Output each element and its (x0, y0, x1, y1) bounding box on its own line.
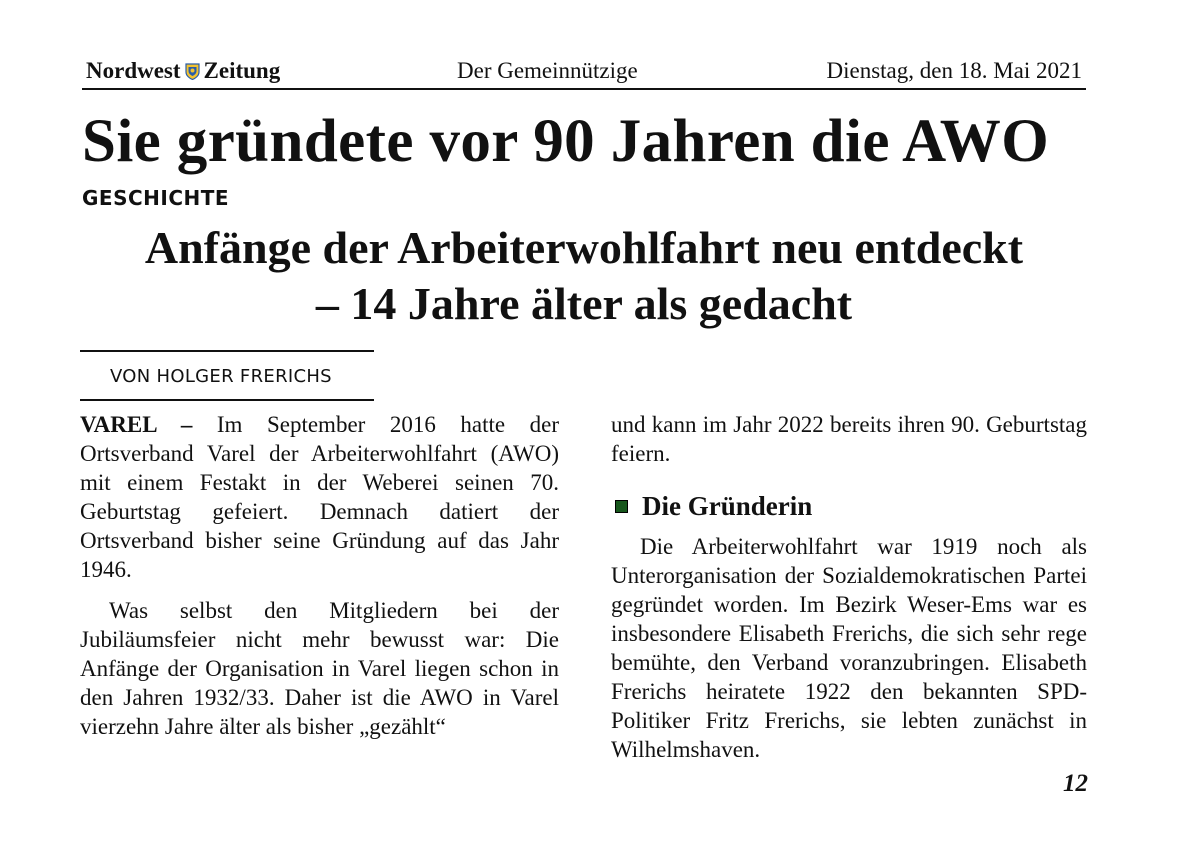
paragraph-1-text: Im September 2016 hatte der Ortsverband Varel der Arbeiterwohlfahrt (AWO) mit einem Festakt in der Weberei seinen 70. Geburtstag gefeiert. Demnach datiert der Ortsverband bisher seine Gründung auf das Jahr 1946. (80, 412, 560, 582)
section-name: Der Gemeinnützige (457, 58, 638, 83)
paragraph-2: Was selbst den Mitgliedern bei der Jubiläumsfeier nicht mehr bewusst war: Die Anfänge der Organisation in Varel liegen schon in den Jahren 1932/33. Daher ist die AWO in Varel vierzehn Jahre älter als bisher „gezählt“ (80, 598, 559, 739)
byline-rule-top (80, 350, 374, 352)
page-number: 12 (1063, 770, 1088, 797)
newspaper-logo (86, 58, 280, 84)
article-column-right (611, 410, 1087, 764)
brand-left: Nordwest (86, 58, 181, 83)
kicker: GESCHICHTE (82, 186, 230, 210)
paragraph-4: Die Arbeiterwohlfahrt war 1919 noch als Unterorganisation der Sozialdemokratischen Partei gegründet worden. Im Bezirk Weser-Ems war es insbesondere Elisabeth Frerichs, die sich sehr rege bemühte, den Verband voranzubringen. Elisabeth Frerichs heiratete 1922 den bekannten SPD-Politiker Fritz Frerichs, sie lebten zunächst in Wilhelmshaven. (611, 534, 1087, 762)
byline-rule-bottom (80, 399, 374, 401)
masthead-divider (82, 88, 1086, 90)
dateline: VAREL – (80, 412, 193, 437)
subsection-title: Die Gründerin (642, 491, 813, 521)
subheadline (82, 220, 1086, 332)
coat-of-arms-icon (185, 63, 200, 80)
masthead (82, 56, 1086, 86)
paragraph-1 (80, 410, 559, 584)
paragraph-3: und kann im Jahr 2022 bereits ihren 90. Geburtstag feiern. (611, 412, 1087, 466)
subheadline-line-1: Anfänge der Arbeiterwohlfahrt neu entdeckt (144, 222, 1024, 273)
section-marker-icon (615, 500, 628, 513)
article-column-left (80, 410, 559, 741)
byline: VON HOLGER FRERICHS (110, 366, 332, 387)
brand-right: Zeitung (203, 58, 281, 83)
subsection-heading (611, 490, 1087, 522)
issue-date: Dienstag, den 18. Mai 2021 (826, 58, 1082, 83)
subheadline-line-2: – 14 Jahre älter als gedacht (315, 278, 853, 329)
headline: Sie gründete vor 90 Jahren die AWO (82, 108, 1050, 175)
